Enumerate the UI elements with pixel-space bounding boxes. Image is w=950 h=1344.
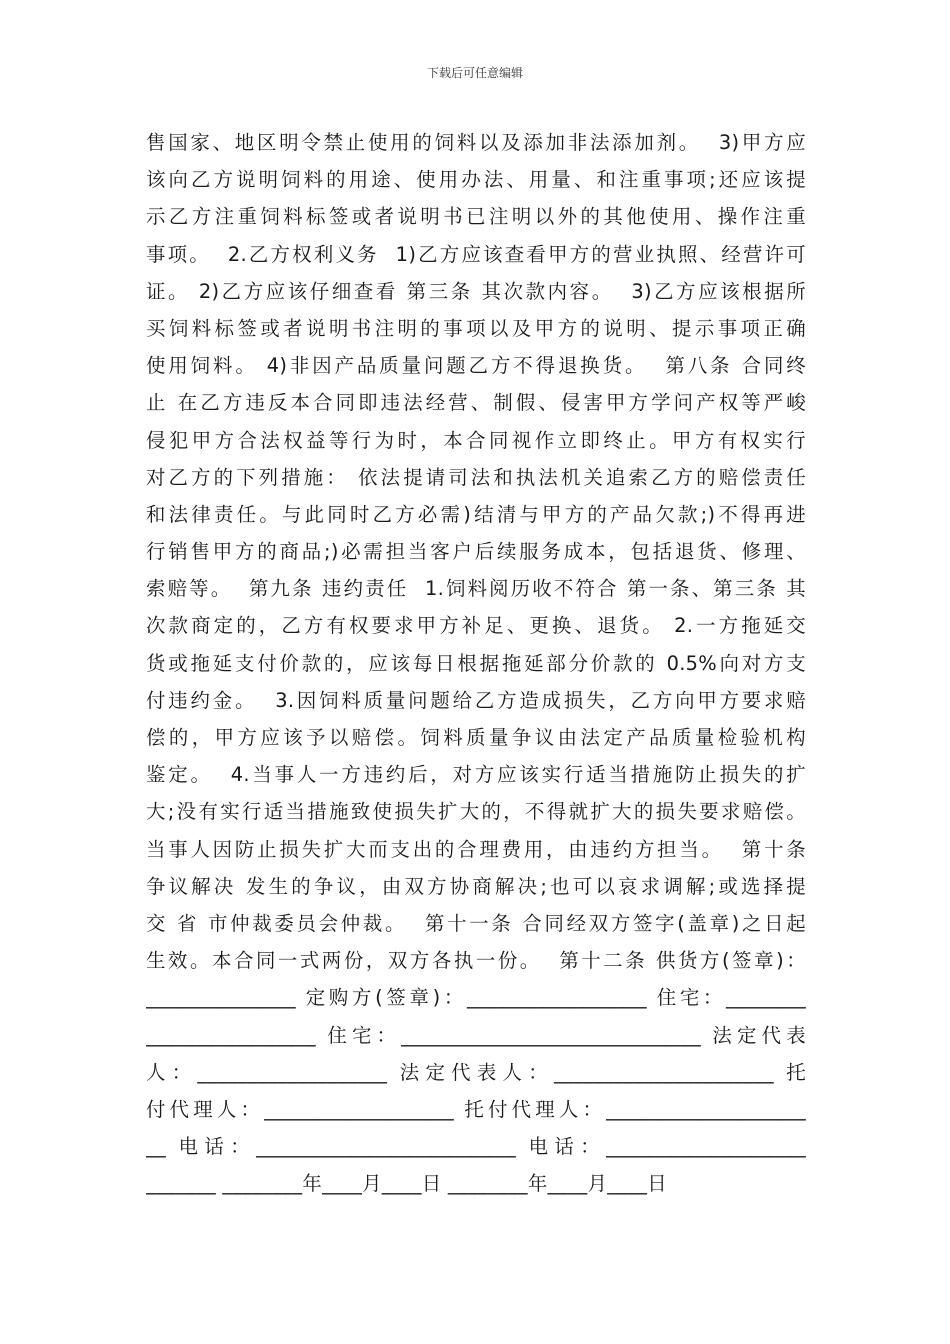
text-line: 事项。 2.乙方权利义务 1)乙方应该查看甲方的营业执照、经营许可 [146, 242, 806, 266]
header-note: 下载后可任意编辑 [426, 66, 523, 80]
text-line: 大;没有实行适当措施致使损失扩大的，不得就扩大的损失要求赔偿。 [146, 800, 806, 824]
text-line: 和法律责任。与此同时乙方必需)结清与甲方的产品欠款;)不得再进 [146, 502, 806, 526]
text-line: 行销售甲方的商品;)必需担当客户后续服务成本，包括退货、修理、 [146, 540, 806, 564]
text-line: 该向乙方说明饲料的用途、使用办法、用量、和注重事项;还应该提 [146, 168, 806, 192]
text-line: 买饲料标签或者说明书注明的事项以及甲方的说明、提示事项正确 [146, 316, 806, 340]
text-line: 交 省 市仲裁委员会仲裁。 第十一条 合同经双方签字(盖章)之日起 [146, 911, 806, 935]
text-line: 货或拖延支付价款的，应该每日根据拖延部分价款的 0.5%向对方支 [146, 651, 806, 675]
signature-line: __ 电话：__________________________ 电话：____________________ [146, 1135, 806, 1159]
text-line: 证。 2)乙方应该仔细查看 第三条 其次款内容。 3)乙方应该根据所 [146, 279, 806, 303]
text-line: 生效。本合同一式两份，双方各执一份。 第十二条 供货方(签章)： [146, 949, 806, 973]
text-line: 对乙方的下列措施： 依法提请司法和执法机关追索乙方的赔偿责任 [146, 465, 806, 489]
signature-line: 付代理人：___________________ 托付代理人：____________________ [146, 1097, 806, 1121]
text-line: 止 在乙方违反本合同即违法经营、制假、侵害甲方学问产权等严峻 [146, 391, 806, 415]
text-line: 鉴定。 4.当事人一方违约后，对方应该实行适当措施防止损失的扩 [146, 763, 806, 787]
text-line: 偿的，甲方应该予以赔偿。饲料质量争议由法定产品质量检验机构 [146, 726, 806, 749]
text-line: 付违约金。 3.因饲料质量问题给乙方造成损失，乙方向甲方要求赔 [146, 688, 806, 712]
date-line: _______ ________年____月____日 ________年____月____日 [146, 1172, 667, 1196]
contract-body [146, 124, 806, 1202]
text-line: 当事人因防止损失扩大而支出的合理费用，由违约方担当。 第十条 [146, 837, 806, 861]
text-line: 示乙方注重饲料标签或者说明书已注明以外的其他使用、操作注重 [146, 205, 806, 229]
text-line: 争议解决 发生的争议，由双方协商解决;也可以哀求调解;或选择提 [146, 874, 806, 898]
signature-line: _________________ 住宅：______________________________ 法定代表 [146, 1023, 806, 1047]
text-line: 使用饲料。 4)非因产品质量问题乙方不得退换货。 第八条 合同终 [146, 354, 806, 378]
text-line: 侵犯甲方合法权益等行为时，本合同视作立即终止。甲方有权实行 [146, 428, 806, 452]
signature-line: _______________ 定购方(签章)：__________________ 住宅：________ [146, 986, 806, 1010]
text-line: 索赔等。 第九条 违约责任 1.饲料阅历收不符合 第一条、第三条 其 [146, 577, 806, 601]
text-line: 售国家、地区明令禁止使用的饲料以及添加非法添加剂。 3)甲方应 [146, 131, 806, 154]
signature-line: 人：___________________ 法定代表人：______________________ 托 [146, 1060, 806, 1084]
text-line: 次款商定的，乙方有权要求甲方补足、更换、退货。 2.一方拖延交 [146, 614, 806, 638]
